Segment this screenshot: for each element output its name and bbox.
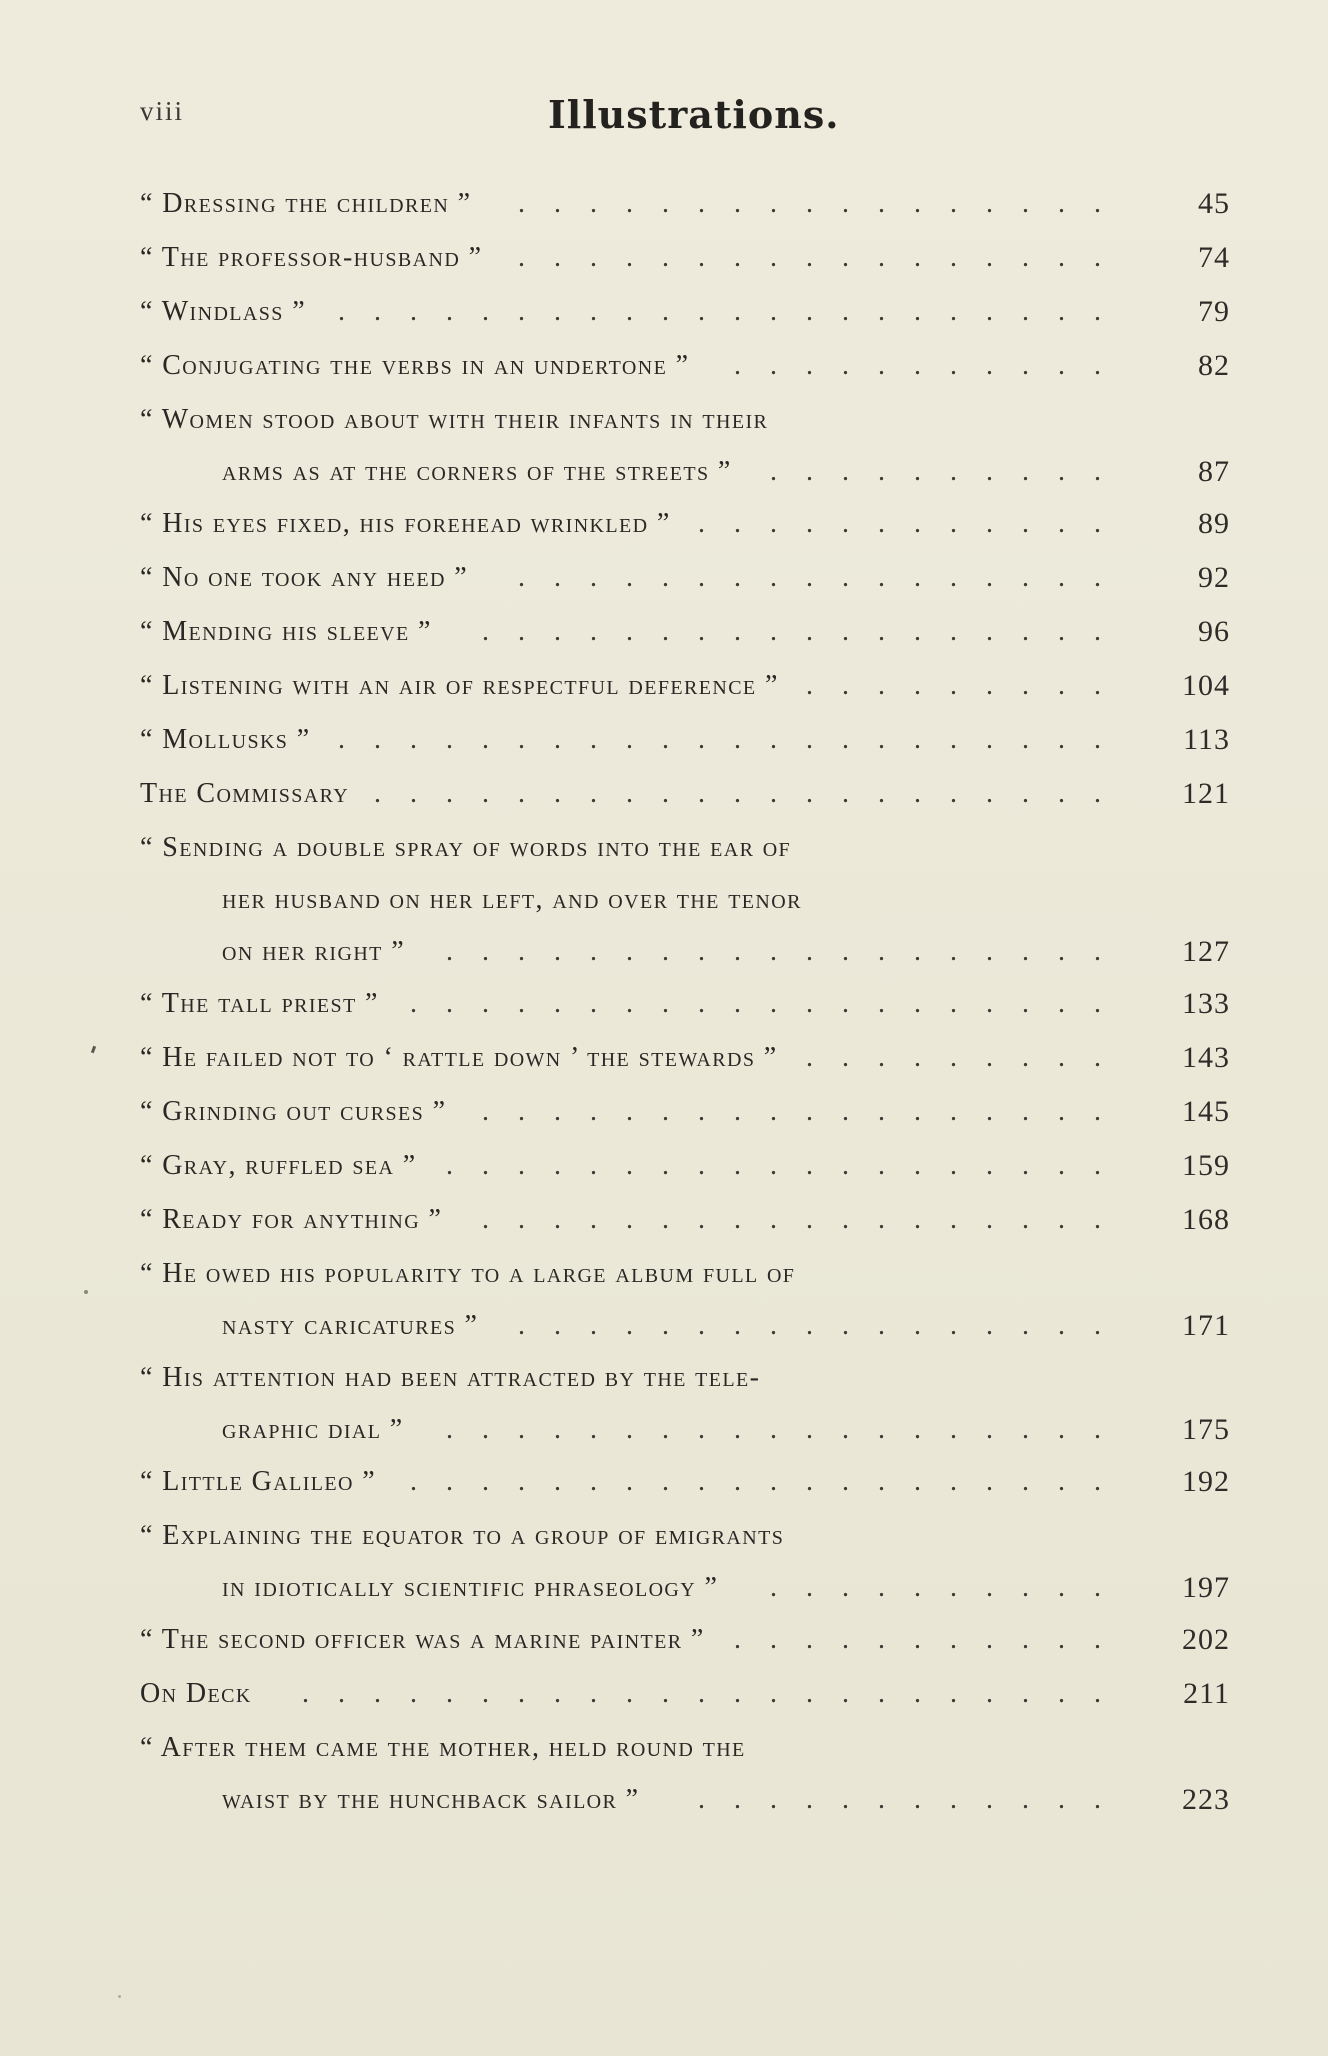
dot-leader: ..........	[770, 1572, 1130, 1603]
dot-leader: ..........	[770, 456, 1130, 487]
list-item	[140, 1510, 1230, 1614]
illustration-caption: “ Dressing the children ”	[140, 188, 472, 219]
page-reference: 113	[1183, 723, 1230, 756]
page-reference: 175	[1182, 1413, 1230, 1446]
entry-line	[140, 1248, 1230, 1300]
illustration-caption: “ Mollusks ”	[140, 724, 311, 755]
page-reference: 79	[1198, 295, 1230, 328]
list-item	[140, 660, 1230, 714]
list-item	[140, 232, 1230, 286]
list-item	[140, 768, 1230, 822]
page-reference: 89	[1198, 507, 1230, 540]
dot-leader: ....................	[410, 1466, 1130, 1497]
page-reference: 121	[1182, 777, 1230, 810]
paper-speck	[118, 1995, 121, 1998]
illustrations-list	[140, 178, 1230, 1826]
illustration-caption: “ He owed his popularity to a large album full of	[140, 1258, 796, 1289]
page-reference: 143	[1182, 1041, 1230, 1074]
illustration-caption: The Commissary	[140, 778, 350, 809]
page-reference: 45	[1198, 187, 1230, 220]
illustration-caption: “ The professor-husband ”	[140, 242, 483, 273]
list-item	[140, 552, 1230, 606]
entry-line	[140, 1032, 1230, 1084]
page-reference: 168	[1182, 1203, 1230, 1236]
illustration-caption: “ The second officer was a marine painter ”	[140, 1624, 705, 1655]
illustration-caption: On Deck	[140, 1678, 252, 1709]
illustration-caption: graphic dial ”	[222, 1414, 404, 1445]
entry-line	[140, 1456, 1230, 1508]
dot-leader: .........	[806, 670, 1130, 701]
entry-line	[140, 1352, 1230, 1404]
ink-mark	[91, 1046, 96, 1054]
page-reference: 197	[1182, 1571, 1230, 1604]
running-title: Illustrations.	[548, 92, 840, 137]
illustration-caption: “ Little Galileo ”	[140, 1466, 377, 1497]
list-item	[140, 340, 1230, 394]
dot-leader: ...........	[734, 350, 1130, 381]
dot-leader: ...................	[446, 1414, 1130, 1445]
list-item	[140, 1668, 1230, 1722]
list-item	[140, 822, 1230, 978]
entry-line	[140, 768, 1230, 820]
entry-line	[140, 178, 1230, 230]
entry-line	[140, 1404, 1230, 1456]
entry-line	[140, 1774, 1230, 1826]
dot-leader: ......................	[338, 724, 1130, 755]
entry-line	[140, 714, 1230, 766]
illustration-caption: in idiotically scientific phraseology ”	[222, 1572, 719, 1603]
list-item	[140, 1140, 1230, 1194]
list-item	[140, 394, 1230, 498]
illustration-caption: “ Ready for anything ”	[140, 1204, 443, 1235]
illustration-caption: waist by the hunchback sailor ”	[222, 1784, 640, 1815]
entry-line	[140, 978, 1230, 1030]
entry-line	[140, 606, 1230, 658]
illustration-caption: “ Listening with an air of respectful deference ”	[140, 670, 779, 701]
list-item	[140, 1248, 1230, 1352]
page-reference: 87	[1198, 455, 1230, 488]
list-item	[140, 498, 1230, 552]
entry-line	[140, 1086, 1230, 1138]
list-item	[140, 1614, 1230, 1668]
illustration-caption: “ Sending a double spray of words into the ear of	[140, 832, 792, 863]
dot-leader: ............	[698, 1784, 1130, 1815]
dot-leader: .................	[518, 1310, 1130, 1341]
illustration-caption: nasty caricatures ”	[222, 1310, 479, 1341]
entry-line	[140, 1194, 1230, 1246]
dot-leader: .................	[518, 562, 1130, 593]
illustration-caption: “ No one took any heed ”	[140, 562, 469, 593]
page-reference: 127	[1182, 935, 1230, 968]
page-reference: 92	[1198, 561, 1230, 594]
list-item	[140, 714, 1230, 768]
entry-line	[140, 340, 1230, 392]
illustration-caption: “ The tall priest ”	[140, 988, 379, 1019]
illustration-caption: her husband on her left, and over the tenor	[222, 884, 802, 915]
page-reference: 171	[1182, 1309, 1230, 1342]
dot-leader: ..................	[482, 1096, 1130, 1127]
page-reference: 145	[1182, 1095, 1230, 1128]
illustration-caption: “ Explaining the equator to a group of emigrants	[140, 1520, 785, 1551]
list-item	[140, 1722, 1230, 1826]
page-reference: 211	[1183, 1677, 1230, 1710]
entry-line	[140, 498, 1230, 550]
list-item	[140, 1032, 1230, 1086]
list-item	[140, 606, 1230, 660]
entry-line	[140, 1510, 1230, 1562]
page-header	[140, 92, 1230, 142]
list-item	[140, 178, 1230, 232]
entry-line	[140, 822, 1230, 874]
dot-leader: .....................	[374, 778, 1130, 809]
illustration-caption: “ Gray, ruffled sea ”	[140, 1150, 417, 1181]
illustration-caption: arms as at the corners of the streets ”	[222, 456, 732, 487]
list-item	[140, 1456, 1230, 1510]
entry-line	[140, 552, 1230, 604]
entry-line	[140, 286, 1230, 338]
page-reference: 223	[1182, 1783, 1230, 1816]
dot-leader: ..................	[482, 1204, 1130, 1235]
entry-line	[140, 874, 1230, 926]
page-reference: 202	[1182, 1623, 1230, 1656]
dot-leader: ...................	[446, 936, 1130, 967]
illustration-caption: on her right ”	[222, 936, 406, 967]
illustration-caption: “ Windlass ”	[140, 296, 307, 327]
dot-leader: ..................	[482, 616, 1130, 647]
dot-leader: .................	[518, 188, 1130, 219]
entry-line	[140, 1140, 1230, 1192]
entry-line	[140, 394, 1230, 446]
page-reference: 74	[1198, 241, 1230, 274]
list-item	[140, 1352, 1230, 1456]
entry-line	[140, 232, 1230, 284]
dot-leader: ............	[698, 508, 1130, 539]
list-item	[140, 978, 1230, 1032]
page-reference: 133	[1182, 987, 1230, 1020]
entry-line	[140, 1300, 1230, 1352]
list-item	[140, 286, 1230, 340]
dot-leader: ...........	[734, 1624, 1130, 1655]
list-item	[140, 1086, 1230, 1140]
illustration-caption: “ His eyes fixed, his forehead wrinkled ”	[140, 508, 671, 539]
illustration-caption: “ After them came the mother, held round the	[140, 1732, 746, 1763]
illustration-caption: “ He failed not to ‘ rattle down ’ the stewards ”	[140, 1042, 778, 1073]
dot-leader: ...................	[446, 1150, 1130, 1181]
dot-leader: .......................	[302, 1678, 1130, 1709]
page-number: viii	[140, 96, 185, 126]
illustration-caption: “ Mending his sleeve ”	[140, 616, 432, 647]
page-reference: 192	[1182, 1465, 1230, 1498]
entry-line	[140, 1562, 1230, 1614]
paper-speck	[84, 1290, 88, 1294]
entry-line	[140, 1614, 1230, 1666]
dot-leader: .................	[518, 242, 1130, 273]
entry-line	[140, 446, 1230, 498]
dot-leader: ......................	[338, 296, 1130, 327]
illustration-caption: “ His attention had been attracted by the tele-	[140, 1362, 761, 1393]
illustration-caption: “ Women stood about with their infants in their	[140, 404, 769, 435]
list-item	[140, 1194, 1230, 1248]
dot-leader: ....................	[410, 988, 1130, 1019]
entry-line	[140, 660, 1230, 712]
entry-line	[140, 926, 1230, 978]
page-reference: 159	[1182, 1149, 1230, 1182]
illustration-caption: “ Conjugating the verbs in an undertone ”	[140, 350, 690, 381]
illustration-caption: “ Grinding out curses ”	[140, 1096, 447, 1127]
dot-leader: .........	[806, 1042, 1130, 1073]
page-reference: 104	[1182, 669, 1230, 702]
page-reference: 96	[1198, 615, 1230, 648]
entry-line	[140, 1668, 1230, 1720]
page-reference: 82	[1198, 349, 1230, 382]
entry-line	[140, 1722, 1230, 1774]
